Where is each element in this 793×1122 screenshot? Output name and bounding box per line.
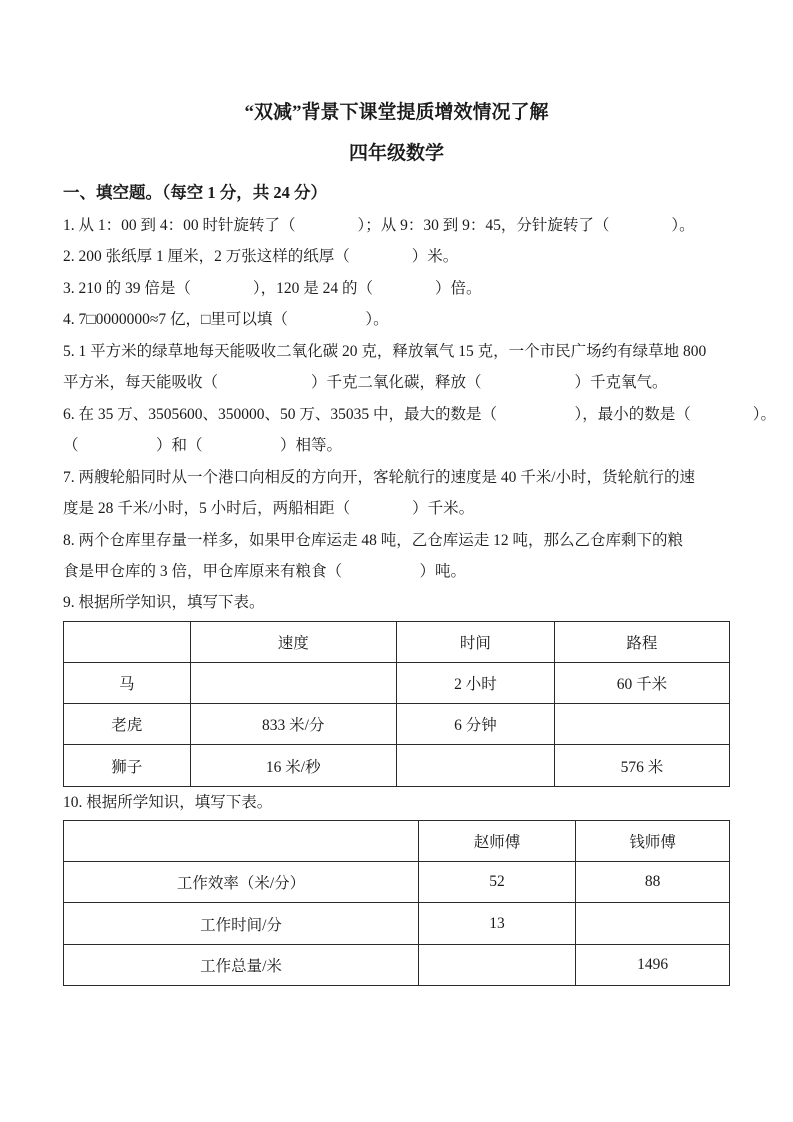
question-6-line-1: 6. 在 35 万、3505600、350000、50 万、35035 中，最大的数是（ ），最小的数是（ ）。	[63, 405, 777, 423]
questions-block	[63, 210, 777, 619]
question-7-line-1: 7. 两艘轮船同时从一个港口向相反的方向开，客轮航行的速度是 40 千米/小时，货轮航行的速	[63, 468, 696, 486]
table-cell: 工作效率（米/分）	[64, 862, 419, 903]
table-cell	[396, 745, 554, 786]
question-7-line-2: 度是 28 千米/小时，5 小时后，两船相距（ ）千米。	[63, 500, 475, 518]
question-4: 4. 7□0000000≈7 亿，□里可以填（ ）。	[63, 311, 389, 329]
table-cell: 工作总量/米	[64, 944, 419, 985]
table-header-cell	[64, 621, 191, 662]
table-cell	[576, 903, 730, 944]
table-row	[64, 621, 730, 662]
table-header-cell: 速度	[190, 621, 396, 662]
table-cell: 狮子	[64, 745, 191, 786]
table-row	[64, 704, 730, 745]
table-cell	[190, 663, 396, 704]
table-cell: 工作时间/分	[64, 903, 419, 944]
table-header-cell: 钱师傅	[576, 821, 730, 862]
section-heading-fill-in-blanks: 一、填空题。（每空 1 分，共 24 分）	[63, 183, 327, 202]
table-header-cell: 路程	[554, 621, 729, 662]
question-10-label: 10. 根据所学知识，填写下表。	[63, 793, 273, 811]
table-cell: 老虎	[64, 704, 191, 745]
table-row	[64, 821, 730, 862]
table-header-cell: 时间	[396, 621, 554, 662]
question-9-label: 9. 根据所学知识，填写下表。	[63, 594, 265, 612]
table-header-cell: 赵师傅	[418, 821, 575, 862]
table-cell: 6 分钟	[396, 704, 554, 745]
work-rate-table	[63, 820, 730, 986]
document-subtitle: 四年级数学	[348, 143, 444, 164]
table-cell: 60 千米	[554, 663, 729, 704]
table-cell	[554, 704, 729, 745]
table-row	[64, 944, 730, 985]
table-cell: 1496	[576, 944, 730, 985]
document-title: “双减”背景下课堂提质增效情况了解	[244, 102, 549, 123]
table-row	[64, 903, 730, 944]
table-cell: 16 米/秒	[190, 745, 396, 786]
question-2: 2. 200 张纸厚 1 厘米，2 万张这样的纸厚（ ）米。	[63, 248, 459, 266]
question-1: 1. 从 1：00 到 4：00 时针旋转了（ ）；从 9：30 到 9：45，分针旋转了（ ）。	[63, 217, 695, 234]
table-row	[64, 663, 730, 704]
question-6-line-2: （ ）和（ ）相等。	[63, 437, 343, 455]
table-row	[64, 862, 730, 903]
table-cell: 马	[64, 663, 191, 704]
table-row	[64, 745, 730, 786]
table-cell: 52	[418, 862, 575, 903]
question-5-line-2: 平方米，每天能吸收（ ）千克二氧化碳，释放（ ）千克氧气。	[63, 374, 668, 392]
speed-time-distance-table	[63, 621, 730, 787]
question-5-line-1: 5. 1 平方米的绿草地每天能吸收二氧化碳 20 克，释放氧气 15 克，一个市民广场约有绿草地 800	[63, 342, 707, 360]
table-cell: 2 小时	[396, 663, 554, 704]
question-8-line-2: 食是甲仓库的 3 倍，甲仓库原来有粮食（ ）吨。	[63, 562, 467, 580]
question-8-line-1: 8. 两个仓库里存量一样多，如果甲仓库运走 48 吨，乙仓库运走 12 吨，那么乙仓库剩下的粮	[63, 531, 684, 549]
table-cell	[418, 944, 575, 985]
table-cell: 833 米/分	[190, 704, 396, 745]
question-3: 3. 210 的 39 倍是（ ），120 是 24 的（ ）倍。	[63, 279, 482, 297]
table-cell: 88	[576, 862, 730, 903]
table-cell: 13	[418, 903, 575, 944]
table-header-cell	[64, 821, 419, 862]
table-cell: 576 米	[554, 745, 729, 786]
